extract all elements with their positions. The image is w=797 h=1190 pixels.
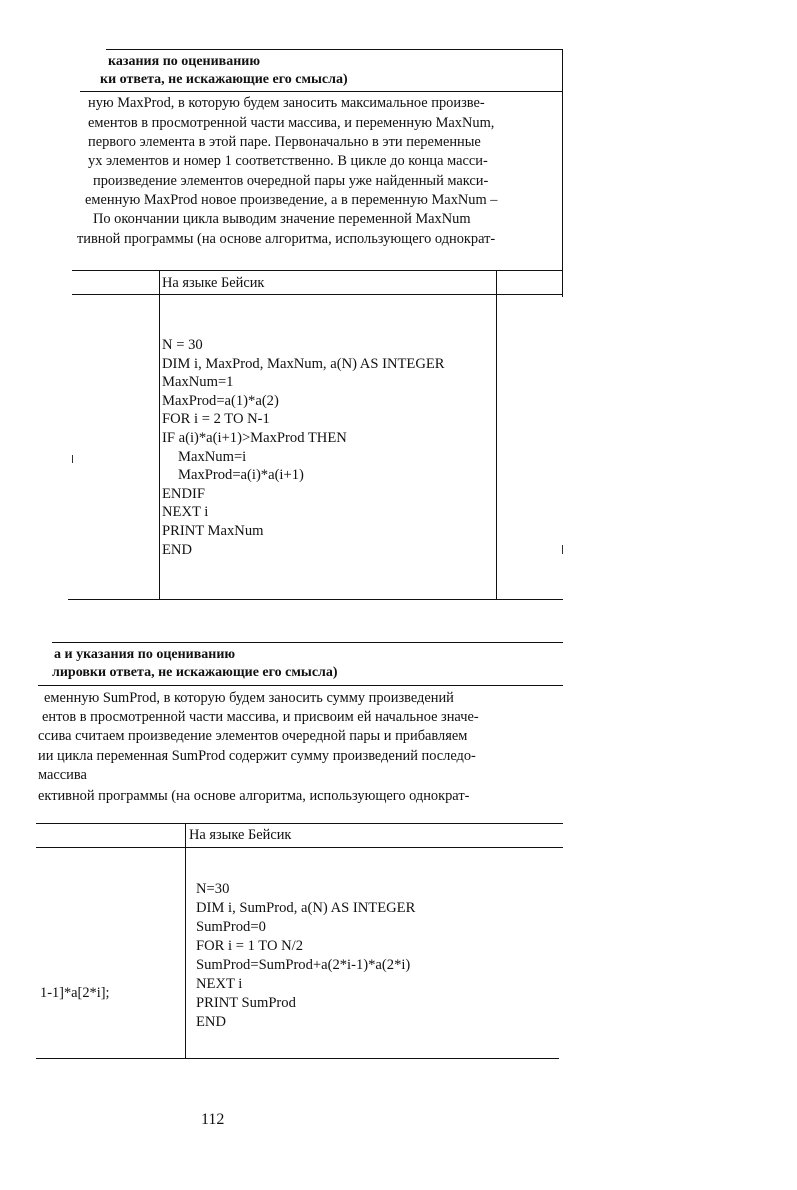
table2-header-basic: На языке Бейсик	[189, 827, 292, 843]
block1-top-rule	[106, 49, 563, 50]
block1-heading-line2: ки ответа, не искажающие его смысла)	[100, 72, 348, 87]
block2-heading-rule	[38, 685, 563, 686]
table2-bottom-rule	[36, 1058, 559, 1059]
code-line: FOR i = 2 TO N-1	[162, 411, 270, 428]
table2-left-code-fragment: 1-1]*a[2*i];	[40, 985, 110, 1001]
scan-mark	[562, 545, 563, 554]
code-line: MaxNum=i	[178, 448, 247, 465]
explanation-line: ентов в просмотренной части массива, и присвоим ей начальное значе-	[42, 709, 479, 725]
table1-top-rule	[72, 270, 563, 271]
code-line: PRINT MaxNum	[162, 522, 264, 539]
explanation-line: массива	[38, 767, 87, 783]
page-number: 112	[201, 1111, 225, 1128]
code-line: N = 30	[162, 337, 203, 353]
table1-right-divider	[496, 270, 497, 600]
code-line: N=30	[196, 881, 230, 897]
table1-basic-code	[162, 336, 445, 559]
explanation-line: ективной программы (на основе алгоритма, использующего однократ-	[38, 788, 470, 804]
block2-heading-line2: лировки ответа, не искажающие его смысла)	[52, 665, 338, 680]
explanation-line: еменную MaxProd новое произведение, а в переменную MaxNum –	[85, 192, 498, 208]
explanation-line: По окончании цикла выводим значение переменной MaxNum	[93, 211, 471, 227]
table1-bottom-rule	[68, 599, 563, 600]
table1-header-basic: На языке Бейсик	[162, 275, 265, 291]
code-line: DIM i, SumProd, a(N) AS INTEGER	[196, 900, 416, 916]
code-line: PRINT SumProd	[196, 995, 296, 1011]
table2-header-rule	[36, 847, 563, 848]
block2-heading-line1: а и указания по оцениванию	[54, 647, 236, 662]
explanation-line: ементов в просмотренной части массива, и переменную MaxNum,	[88, 115, 495, 131]
explanation-line: первого элемента в этой паре. Первоначально в эти переменные	[88, 134, 481, 150]
table2-top-rule	[36, 823, 563, 824]
code-line: IF a(i)*a(i+1)>MaxProd THEN	[162, 429, 347, 446]
code-line: NEXT i	[196, 976, 243, 992]
code-line: END	[162, 541, 192, 558]
code-line: SumProd=0	[196, 919, 266, 935]
scan-mark	[72, 455, 73, 463]
code-line: SumProd=SumProd+a(2*i-1)*a(2*i)	[196, 957, 411, 973]
explanation-line: тивной программы (на основе алгоритма, использующего однократ-	[77, 231, 496, 247]
code-line: MaxProd=a(1)*a(2)	[162, 392, 279, 409]
code-line: FOR i = 1 TO N/2	[196, 938, 304, 954]
code-line: NEXT i	[162, 504, 209, 521]
code-line: MaxNum=1	[162, 374, 234, 391]
code-line: ENDIF	[162, 485, 205, 502]
block1-right-border	[562, 49, 563, 297]
block1-heading-line1: казания по оцениванию	[108, 54, 261, 69]
table1-left-divider	[159, 270, 160, 600]
explanation-line: ии цикла переменная SumProd содержит сумму произведений последо-	[38, 748, 476, 764]
explanation-line: еменную SumProd, в которую будем заносить сумму произведений	[44, 690, 454, 706]
code-line: END	[196, 1014, 226, 1030]
table2-basic-code	[196, 880, 415, 1032]
block1-heading-rule	[80, 91, 563, 92]
table1-header-rule	[72, 294, 563, 295]
code-line: MaxProd=a(i)*a(i+1)	[178, 467, 304, 484]
explanation-line: ссива считаем произведение элементов очередной пары и прибавляем	[38, 728, 468, 744]
explanation-line: произведение элементов очередной пары уже найденный макси-	[93, 173, 489, 189]
explanation-line: ную MaxProd, в которую будем заносить максимальное произве-	[88, 95, 485, 111]
explanation-line: ух элементов и номер 1 соответственно. В цикле до конца масси-	[88, 153, 488, 169]
block2-top-rule	[52, 642, 563, 643]
code-line: DIM i, MaxProd, MaxNum, a(N) AS INTEGER	[162, 355, 445, 372]
table2-left-divider	[185, 823, 186, 1059]
